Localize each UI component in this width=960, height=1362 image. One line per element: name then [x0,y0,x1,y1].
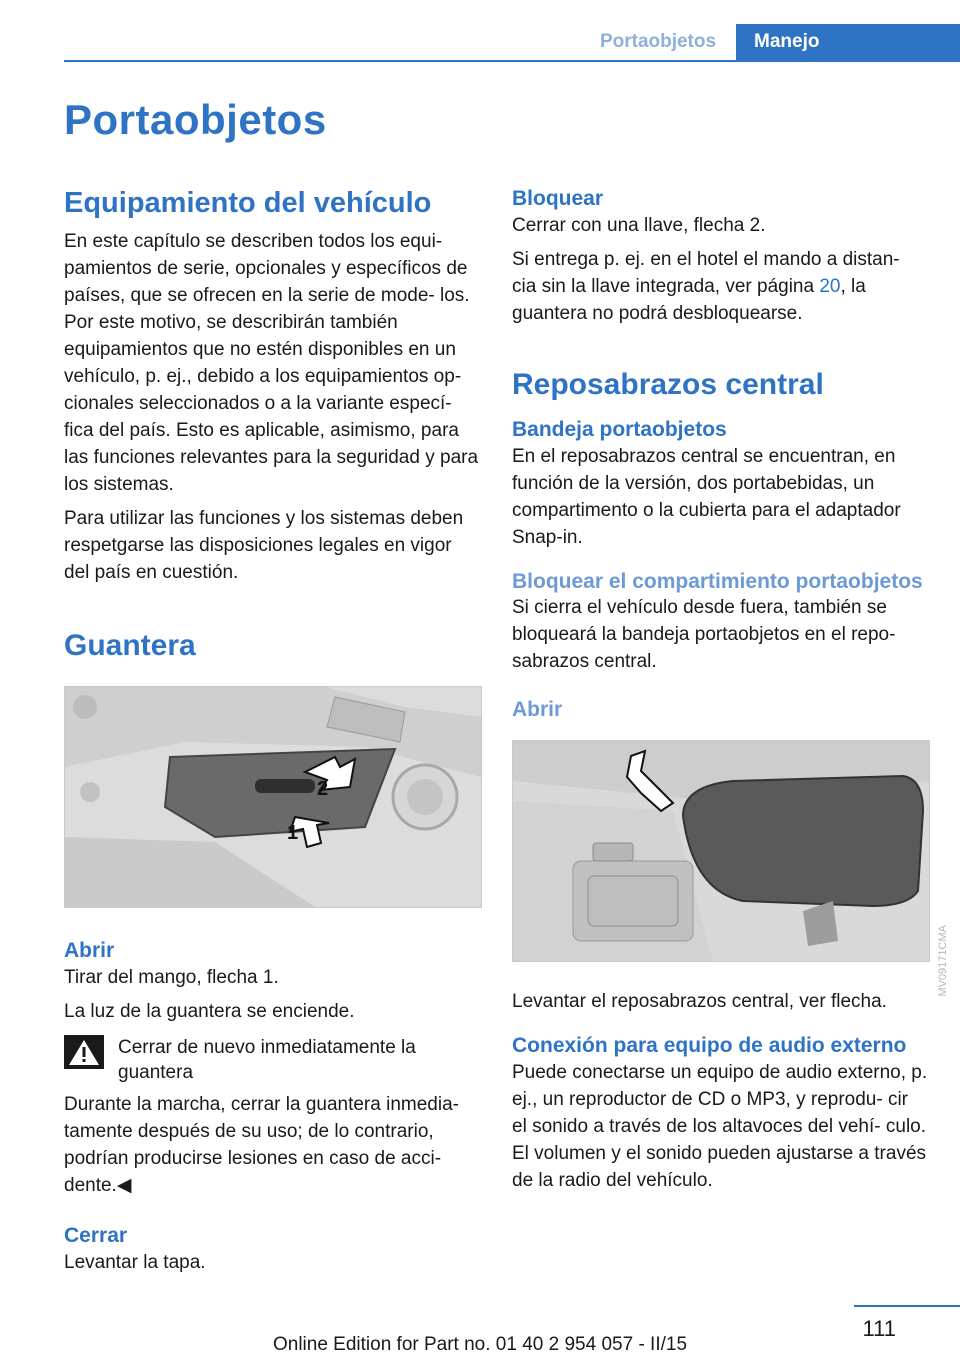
lock-heading: Bloquear [512,187,604,210]
close-heading: Cerrar [64,1224,128,1247]
lock-note-text-b: , la guantera no podrá desbloquearse. [512,276,866,324]
armrest-heading: Reposabrazos central [512,368,824,401]
header-chapter-tab[interactable]: Manejo [736,24,960,62]
figure-label-2: 2 [317,778,329,800]
close-step: Levantar la tapa. [64,1252,206,1273]
armrest-image [512,740,930,962]
page-reference-link[interactable]: 20 [819,276,841,297]
equipment-paragraph-1: En este capítulo se describen todos los equi‐ pamientos de serie, opcionales y específicos de países, que se ofrecen en la serie de mode‐ los. Por este motivo, se describirán también equipamientos que no estén disponibles en un vehículo, p. ej., debido a los equipamientos op‐ cionales seleccionados o a la variante especí‐ fica del país. Esto es aplicable, asimismo, para las funciones relevantes para la seguridad y para los sistemas. [64,231,479,495]
audio-paragraph: Puede conectarse un equipo de audio externo, p. ej., un reproductor de CD o MP3, y reprodu‐ cir el sonido a través de los altavoces del vehí‐ culo. El volumen y el sonido pueden ajustarse a través de la radio del vehículo. [512,1062,928,1191]
lock-step-1: Cerrar con una llave, flecha 2. [512,215,766,236]
image-code-watermark: MV09171CMA [937,925,949,997]
left-column [64,186,480,1283]
header-section-tab[interactable]: Portaobjetos [599,31,717,52]
page-number: 111 [862,1316,896,1341]
open-heading-left: Abrir [64,939,115,962]
right-column [512,186,928,1201]
open-step-1: Tirar del mango, flecha 1. [64,967,279,988]
glovebox-illustration [65,687,481,907]
warning-triangle-icon [64,1035,104,1069]
lock-note-text-a: Si entrega p. ej. en el hotel el mando a distan‐ cia sin la llave integrada, ver página [512,249,900,297]
figure-label-1: 1 [287,822,299,844]
lock-note [512,246,928,327]
edition-footer: Online Edition for Part no. 01 40 2 954 057 - II/15 [272,1334,688,1355]
tray-paragraph: En el reposabrazos central se encuentran, en función de la versión, dos portabebidas, un compartimento o la cubierta para el adaptador Snap-in. [512,446,901,548]
glovebox-image [64,686,482,908]
tray-heading: Bandeja portaobjetos [512,418,727,441]
audio-heading: Conexión para equipo de audio externo [512,1034,907,1057]
header-rule [64,60,960,62]
equipment-paragraph-2: Para utilizar las funciones y los sistemas deben respetgarse las disposiciones legales en vigor del país en cuestión. [64,508,464,583]
footer-rule [854,1305,960,1307]
lock-compartment-heading: Bloquear el compartimiento portaobjetos [512,570,923,593]
open-heading-right: Abrir [512,698,563,721]
open-step-2: La luz de la guantera se enciende. [64,1001,355,1022]
lock-compartment-paragraph: Si cierra el vehículo desde fuera, también se bloqueará la bandeja portaobjetos en el repo‐ sabrazos central. [512,597,896,672]
glovebox-heading: Guantera [64,629,196,662]
equipment-heading: Equipamiento del vehículo [64,187,432,219]
armrest-step: Levantar el reposabrazos central, ver flecha. [512,991,887,1012]
armrest-illustration [513,741,929,961]
warning-title: Cerrar de nuevo inmediatamente la guantera [118,1037,416,1083]
warning-text: Durante la marcha, cerrar la guantera inmedia‐ tamente después de su uso; de lo contrario, podrían producirse lesiones en caso de acci‐ dente.◀ [64,1094,459,1196]
warning-block [64,1035,480,1085]
page-title: Portaobjetos [64,96,327,143]
